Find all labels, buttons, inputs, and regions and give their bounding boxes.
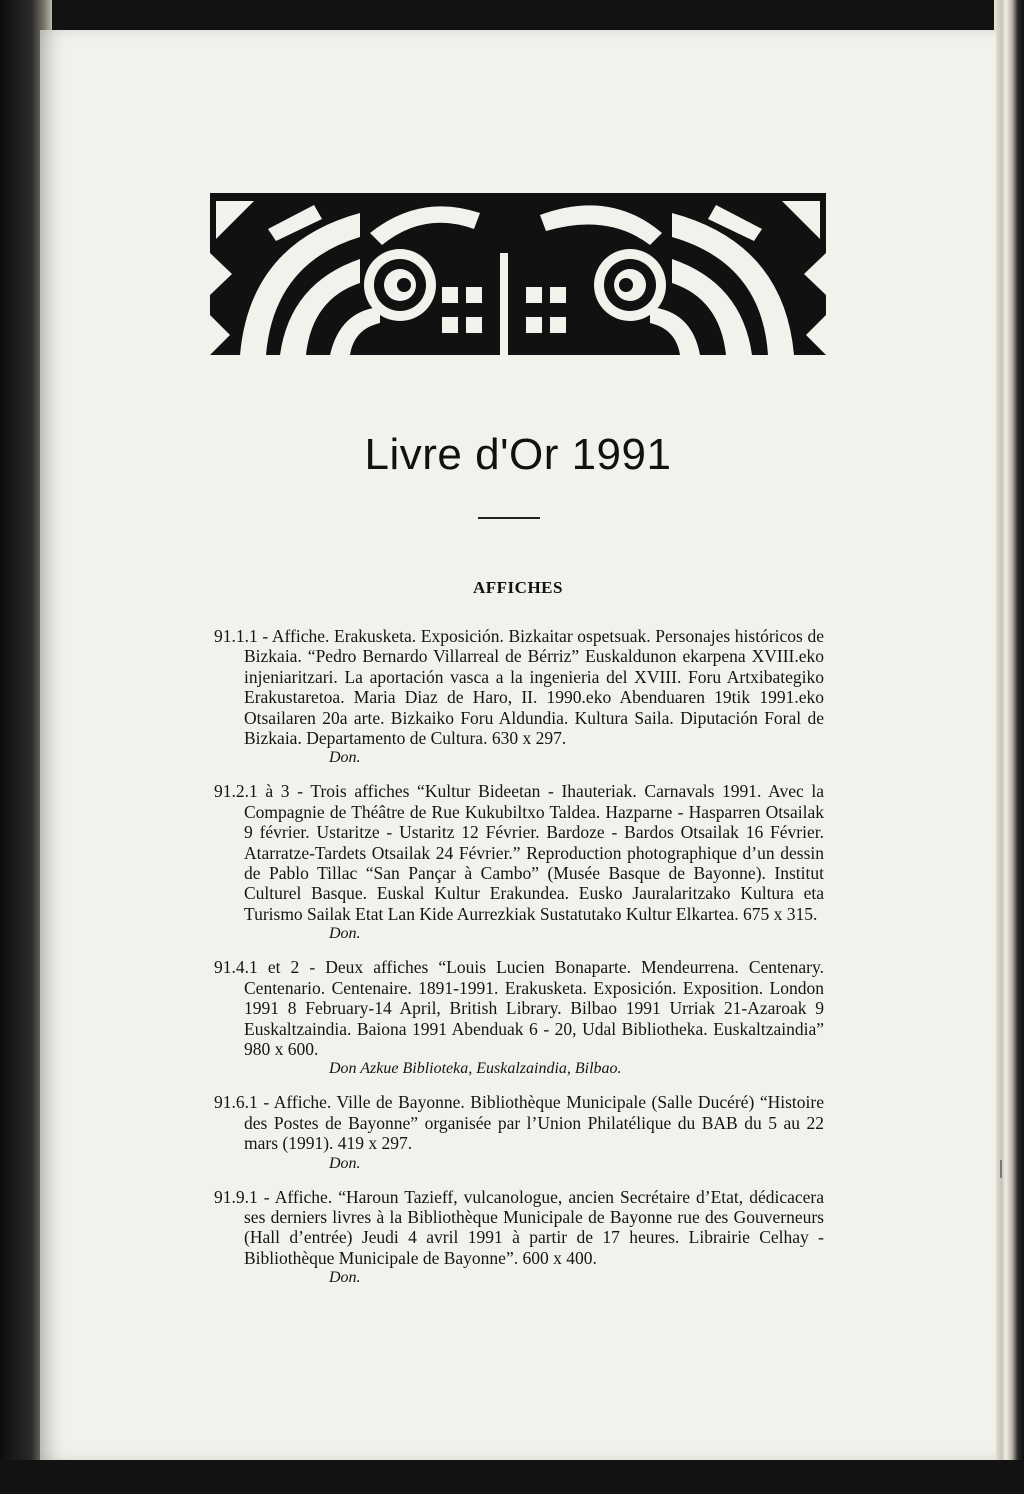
page-title: Livre d'Or 1991 xyxy=(364,430,672,479)
entry-donor: Don. xyxy=(329,1154,361,1172)
section-heading: AFFICHES xyxy=(473,578,563,597)
catalogue-entry xyxy=(214,1092,824,1172)
catalogue-entry xyxy=(214,781,824,943)
page-edge-mark xyxy=(1000,1160,1002,1178)
entry-text: 91.2.1 à 3 - Trois affiches “Kultur Bideetan - Ihauteriak. Carnavals 1991. Avec la Compagnie de Théâtre de Rue Kukubiltxo Taldea. Hazparne - Hasparren Otsailak 9 février. Ustaritze - Ustaritz 12 Février. Bardoze - Bardos Otsailak 16 Février. Atarratze-Tardets Otsailak 24 Février.” Reproduction photographique d’un dessin de Pablo Tillac “San Pançar à Cambo” (Musée Basque de Bayonne). Institut Culturel Basque. Euskal Kultur Erakundea. Eusko Jauralaritzako Kultura eta Turismo Sailak Etat Lan Kide Aurrezkiak Sustatutako Kultur Elkartea. 675 x 315. xyxy=(214,781,824,924)
entry-text: 91.1.1 - Affiche. Erakusketa. Exposición. Bizkaitar ospetsuak. Personajes históricos de Bizkaia. “Pedro Bernardo Villarreal de Bérriz” Euskaldunon ekarpena XVIII.eko injeniaritzari. La aportación vasca a la ingenieria del XVIII. Foru Artxibategiko Erakustaretoa. Maria Diaz de Haro, II. 1990.eko Abenduaren 19tik 1991.eko Otsailaren 20a arte. Bizkaiko Foru Aldundia. Kultura Saila. Diputación Foral de Bizkaia. Departamento de Cultura. 630 x 297. xyxy=(214,626,824,749)
catalogue-entry xyxy=(214,1187,824,1288)
entry-donor: Don Azkue Biblioteka, Euskalzaindia, Bilbao. xyxy=(329,1060,622,1078)
entry-text: 91.4.1 et 2 - Deux affiches “Louis Lucien Bonaparte. Mendeurrena. Centenary. Centenario. Centenaire. 1891-1991. Erakusketa. Exposición. Exposition. London 1991 8 February-14 April, British Library. Bilbao 1991 Urriak 21-Azaroak 9 Euskaltzaindia. Baiona 1991 Abenduak 6 - 20, Udal Bibliotheka. Euskaltzaindia” 980 x 600. xyxy=(214,957,824,1059)
catalogue-entry-list xyxy=(214,626,824,1301)
scan-frame-bottom xyxy=(0,1460,1024,1494)
title-underline-rule xyxy=(478,517,540,519)
entry-donor: Don. xyxy=(329,925,361,943)
entry-text: 91.9.1 - Affiche. “Haroun Tazieff, vulcanologue, ancien Secrétaire d’Etat, dédicacera ses derniers livres à la Bibliothèque Municipale de Bayonne rue des Gouverneurs (Hall d’entrée) Jeudi 4 avril 1991 à partir de 17 heures. Librairie Celhay - Bibliothèque Municipale de Bayonne”. 600 x 400. xyxy=(214,1186,824,1268)
entry-text: 91.6.1 - Affiche. Ville de Bayonne. Bibliothèque Municipale (Salle Ducéré) “Histoire des Postes de Bayonne” organisée par l’Union Philatélique du BAB du 5 au 22 mars (1991). 419 x 297. xyxy=(214,1092,824,1154)
entry-donor: Don. xyxy=(329,1269,361,1287)
catalogue-entry xyxy=(214,626,824,767)
book-page-edges xyxy=(994,0,1024,1494)
scan-frame-top xyxy=(0,0,1024,30)
entry-donor: Don. xyxy=(329,749,361,767)
catalogue-entry xyxy=(214,957,824,1078)
decorative-ornament-banner xyxy=(210,193,826,355)
